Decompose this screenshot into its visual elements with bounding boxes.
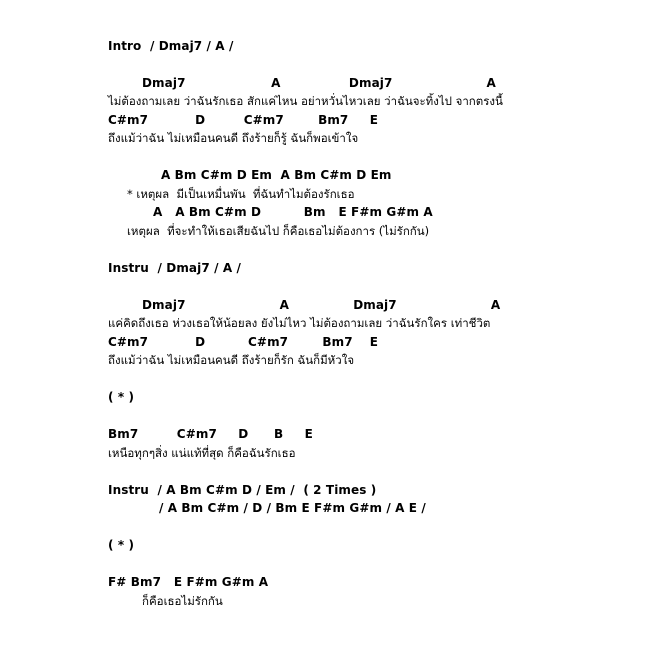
repeat-chorus-marker-1: ( * ) bbox=[108, 390, 135, 404]
chorus-chords-line2: A A Bm C#m D Bm E F#m G#m A bbox=[153, 205, 433, 219]
verse1-chords-line1: Dmaj7 A Dmaj7 A bbox=[142, 76, 496, 90]
intro-line: Intro / Dmaj7 / A / bbox=[108, 39, 234, 53]
bridge-lyric: เหนือทุกๆสิ่ง แน่แท้ที่สุด ก็คือฉันรักเธอ bbox=[108, 446, 296, 460]
instru1-line: Instru / Dmaj7 / A / bbox=[108, 261, 241, 275]
outro-chords: F# Bm7 E F#m G#m A bbox=[108, 575, 269, 589]
chorus-lyric-line1: * เหตุผล มีเป็นเหมื่นพัน ที่ฉันทำไมต้องรักเธอ bbox=[127, 187, 355, 201]
verse1-chords-line2: C#m7 D C#m7 Bm7 E bbox=[108, 113, 379, 127]
bridge-chords: Bm7 C#m7 D B E bbox=[108, 427, 313, 441]
verse2-chords-line1: Dmaj7 A Dmaj7 A bbox=[142, 298, 501, 312]
instru2-line2: / A Bm C#m / D / Bm E F#m G#m / A E / bbox=[159, 501, 426, 515]
chorus-lyric-line2: เหตุผล ที่จะทำให้เธอเสียฉันไป ก็คือเธอไม่ต้องการ (ไม่รักกัน) bbox=[127, 224, 430, 238]
verse1-lyric-line2: ถึงแม้ว่าฉัน ไม่เหมือนคนดี ถึงร้ายก็รู้ ฉันก็พอเข้าใจ bbox=[108, 131, 359, 145]
instru2-line1: Instru / A Bm C#m D / Em / ( 2 Times ) bbox=[108, 483, 377, 497]
verse1-lyric-line1: ไม่ต้องถามเลย ว่าฉันรักเธอ สักแค่ไหน อย่าหวั่นไหวเลย ว่าฉันจะทิ้งไป จากตรงนี้ bbox=[108, 94, 503, 108]
verse2-lyric-line2: ถึงแม้ว่าฉัน ไม่เหมือนคนดี ถึงร้ายก็รัก ฉันก็มีหัวใจ bbox=[108, 353, 355, 367]
outro-lyric: ก็คือเธอไม่รักกัน bbox=[142, 594, 223, 608]
chorus-chords-line1: A Bm C#m D Em A Bm C#m D Em bbox=[161, 168, 392, 182]
verse2-lyric-line1: แค่คิดถึงเธอ ห่วงเธอให้น้อยลง ยังไม่ไหว ไม่ต้องถามเลย ว่าฉันรักใคร เท่าชีวิต bbox=[108, 316, 491, 330]
repeat-chorus-marker-2: ( * ) bbox=[108, 538, 135, 552]
verse2-chords-line2: C#m7 D C#m7 Bm7 E bbox=[108, 335, 379, 349]
